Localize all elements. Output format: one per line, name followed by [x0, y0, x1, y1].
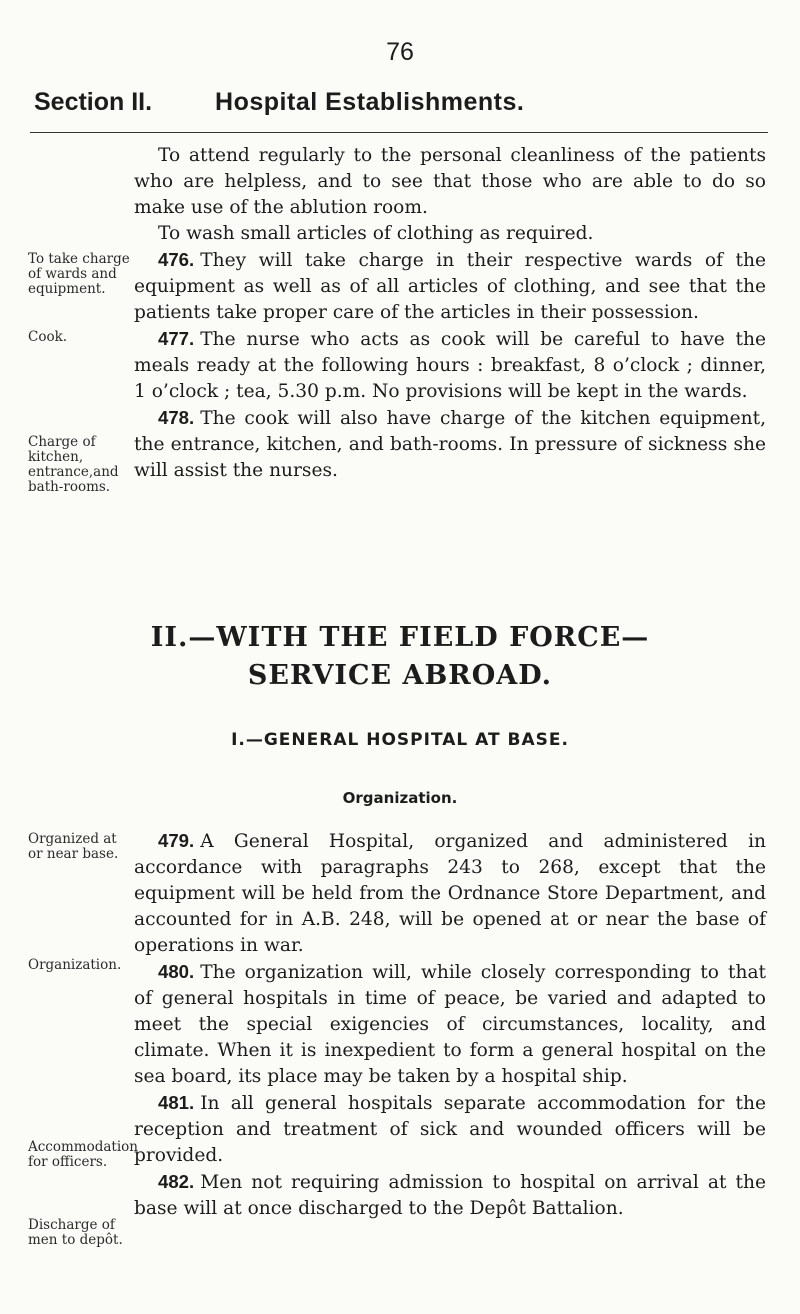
paragraph-number: 478. — [158, 407, 195, 428]
margin-note: Discharge of men to depôt. — [28, 1217, 123, 1248]
organization-heading: Organization. — [342, 789, 458, 807]
paragraph: To attend regularly to the personal cleanliness of the patients who are helpless, and to see that those who are able to do so make use of the ablution room. — [134, 145, 766, 218]
body-text-bottom — [134, 828, 766, 1222]
paragraph-text: The organization will, while closely corresponding to that of general hospitals in time of peace, be varied and adapted to meet the special exigencies of circumstances, locality, and climate. When it is inexpedient to form a general hospital on the sea board, its place may be taken by a hospital ship. — [134, 962, 766, 1087]
margin-note: Cook. — [28, 329, 68, 345]
paragraph-number: 479. — [158, 830, 195, 851]
subsection-heading: I.—GENERAL HOSPITAL AT BASE. — [231, 730, 569, 750]
section-label: Section II. — [34, 88, 153, 116]
header-title: Hospital Establishments. — [215, 88, 525, 116]
paragraph-476 — [134, 247, 766, 326]
paragraph: To wash small articles of clothing as required. — [158, 223, 594, 244]
paragraph-number: 482. — [158, 1171, 195, 1192]
paragraph-number: 477. — [158, 328, 195, 349]
running-header — [34, 88, 734, 117]
section-heading: SERVICE ABROAD. — [247, 660, 553, 691]
paragraph-text: The cook will also have charge of the kitchen equipment, the entrance, kitchen, and bath-rooms. In pressure of sickness she will assist the nurses. — [134, 408, 766, 481]
paragraph-text: Men not requiring admission to hospital on arrival at the base will at once discharged to the Depôt Battalion. — [134, 1172, 766, 1219]
paragraph-number: 480. — [158, 961, 195, 982]
paragraph-text: A General Hospital, organized and administered in accordance with paragraphs 243 to 268, except that the equipment will be held from the Ordnance Store Department, and accounted for in A.B. 248, will be opened at or near the base of operations in war. — [134, 831, 766, 956]
paragraph-478 — [134, 405, 766, 484]
margin-note: Charge of kitchen, entrance,and bath-rooms. — [28, 434, 119, 495]
page-number: 76 — [386, 38, 414, 66]
paragraph-480 — [134, 959, 766, 1090]
margin-note: To take charge of wards and equipment. — [28, 251, 130, 297]
section-heading: II.—WITH THE FIELD FORCE— — [150, 622, 650, 653]
margin-note: Organized at or near base. — [28, 831, 119, 862]
paragraph-481 — [134, 1090, 766, 1169]
paragraph-482 — [134, 1169, 766, 1222]
paragraph-number: 476. — [158, 249, 195, 270]
paragraph-text: They will take charge in their respective wards of the equipment as well as of all articles of clothing, and see that the patients take proper care of the articles in their possession. — [134, 250, 766, 323]
paragraph-479 — [134, 828, 766, 959]
paragraph-text: The nurse who acts as cook will be careful to have the meals ready at the following hours : breakfast, 8 o’clock ; dinner, 1 o’clock ; tea, 5.30 p.m. No provisions will be kept in the wards. — [134, 329, 766, 402]
header-rule — [30, 132, 768, 133]
margin-note: Organization. — [28, 957, 122, 973]
paragraph-477 — [134, 326, 766, 405]
paragraph-number: 481. — [158, 1092, 195, 1113]
paragraph-text: In all general hospitals separate accommodation for the reception and treatment of sick and wounded officers will be provided. — [134, 1093, 766, 1166]
margin-note: Accommodation for officers. — [28, 1139, 138, 1170]
body-text-top — [134, 143, 766, 484]
